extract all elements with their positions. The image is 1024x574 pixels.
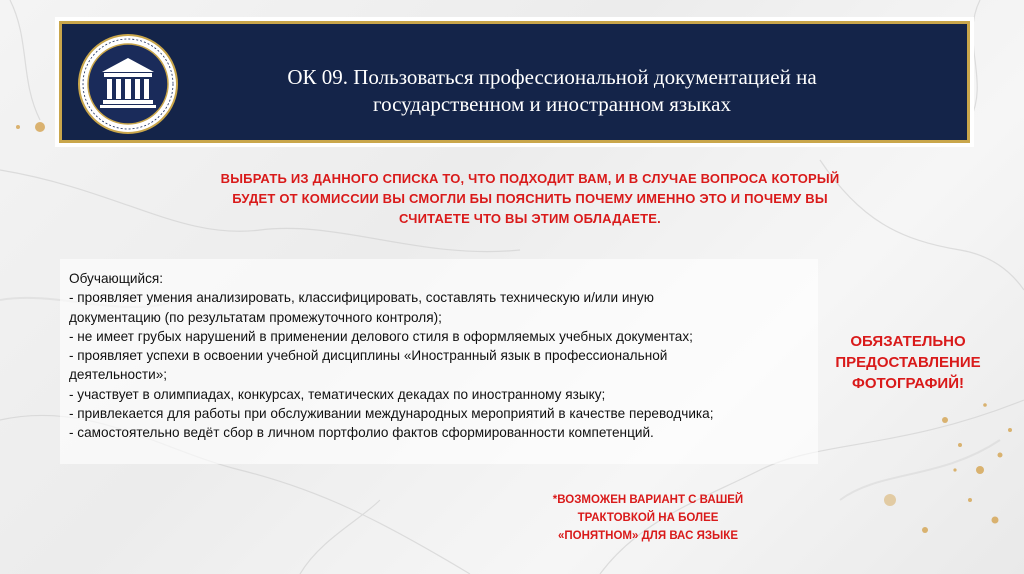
list-item: - участвует в олимпиадах, конкурсах, тематических декадах по иностранному языку; xyxy=(69,386,606,402)
list-item: - проявляет успехи в освоении учебной дисциплины «Иностранный язык в профессиональной xyxy=(69,348,668,364)
header-banner xyxy=(55,17,974,147)
list-item: деятельности»; xyxy=(69,367,168,383)
list-item: - не имеет грубых нарушений в применении делового стиля в оформляемых учебных документах; xyxy=(69,328,693,344)
footnote-text: *ВОЗМОЖЕН ВАРИАНТ С ВАШЕЙ ТРАКТОВКОЙ НА БОЛЕЕ «ПОНЯТНОМ» ДЛЯ ВАС ЯЗЫКЕ xyxy=(552,494,744,542)
list-item: - проявляет умения анализировать, классифицировать, составлять техническую и/или иную xyxy=(69,290,654,306)
college-building-emblem-icon xyxy=(76,32,180,136)
list-item: - самостоятельно ведёт сбор в личном портфолио фактов сформированности компетенций. xyxy=(69,425,654,441)
instruction-text: ВЫБРАТЬ ИЗ ДАННОГО СПИСКА ТО, ЧТО ПОДХОДИТ ВАМ, И В СЛУЧАЕ ВОПРОСА КОТОРЫЙ БУДЕТ ОТ КОМИССИИ ВЫ СМОГЛИ БЫ ПОЯСНИТЬ ПОЧЕМУ ИМЕННО ЭТО И ПОЧЕМУ ВЫ СЧИТАЕТЕ ЧТО ВЫ ЭТИМ ОБЛАДАЕТЕ. xyxy=(220,171,840,226)
page-title: ОК 09. Пользоваться профессиональной документацией на государственном и иностранном языках xyxy=(287,65,817,116)
competency-list xyxy=(69,269,829,443)
list-item: - привлекается для работы при обслуживании международных мероприятий в качестве переводчика; xyxy=(69,406,714,422)
mandatory-photos-notice: ОБЯЗАТЕЛЬНО ПРЕДОСТАВЛЕНИЕ ФОТОГРАФИЙ! xyxy=(835,333,981,392)
header-panel xyxy=(59,21,970,143)
list-item: документацию (по результатам промежуточного контроля); xyxy=(69,309,442,325)
list-heading: Обучающийся: xyxy=(69,271,164,286)
